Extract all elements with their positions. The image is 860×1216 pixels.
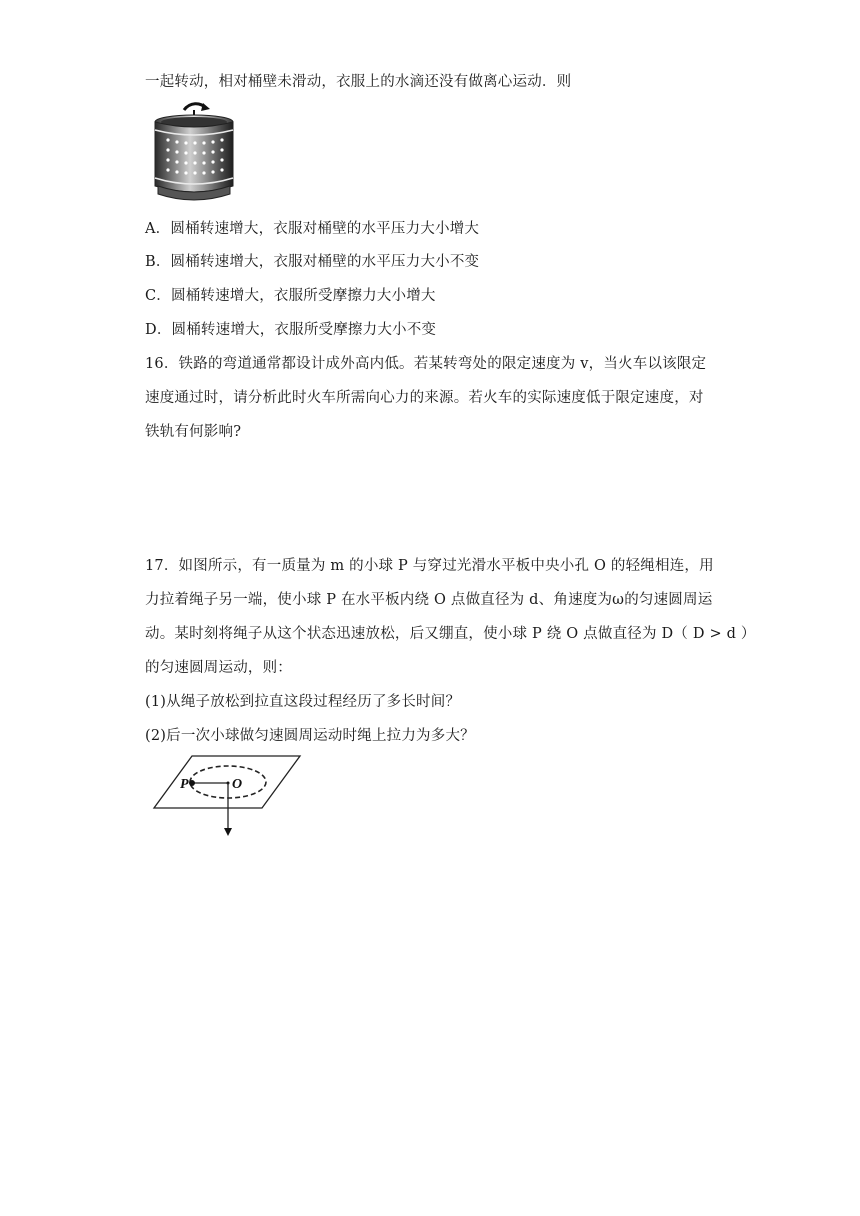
washing-drum-figure	[148, 100, 240, 206]
option-c: C．圆桶转速增大，衣服所受摩擦力大小增大	[145, 288, 436, 304]
q16-line-3: 铁轨有何影响?	[145, 424, 242, 440]
label-p: P	[180, 777, 189, 792]
q17-sub-question-2: (2)后一次小球做匀速圆周运动时绳上拉力为多大？	[145, 728, 475, 744]
option-d: D．圆桶转速增大，衣服所受摩擦力大小不变	[145, 322, 437, 338]
q17-line-4: 的匀速圆周运动，则：	[145, 660, 292, 676]
option-b: B．圆桶转速增大，衣服对桶壁的水平压力大小不变	[145, 254, 480, 270]
q17-line-1: 17．如图所示，有一质量为 m 的小球 P 与穿过光滑水平板中央小孔 O 的轻绳相连，用	[145, 558, 714, 574]
q16-line-2: 速度通过时，请分析此时火车所需向心力的来源。若火车的实际速度低于限定速度，对	[145, 390, 704, 406]
q17-line-2: 力拉着绳子另一端，使小球 P 在水平板内绕 O 点做直径为 d、角速度为ω的匀速圆周运	[145, 592, 713, 608]
option-a: A．圆桶转速增大，衣服对桶壁的水平压力大小增大	[145, 221, 480, 237]
plate-circle-figure	[152, 752, 304, 840]
q15-intro-line: 一起转动，相对桶壁未滑动，衣服上的水滴还没有做离心运动．则	[145, 74, 572, 90]
q17-line-3: 动。某时刻将绳子从这个状态迅速放松，后又绷直，使小球 P 绕 O 点做直径为 D（ D > d ）	[145, 626, 756, 642]
label-o: O	[232, 777, 243, 792]
q16-line-1: 16．铁路的弯道通常都设计成外高内低。若某转弯处的限定速度为 v，当火车以该限定	[145, 356, 707, 372]
q17-sub-question-1: (1)从绳子放松到拉直这段过程经历了多长时间？	[145, 694, 461, 710]
